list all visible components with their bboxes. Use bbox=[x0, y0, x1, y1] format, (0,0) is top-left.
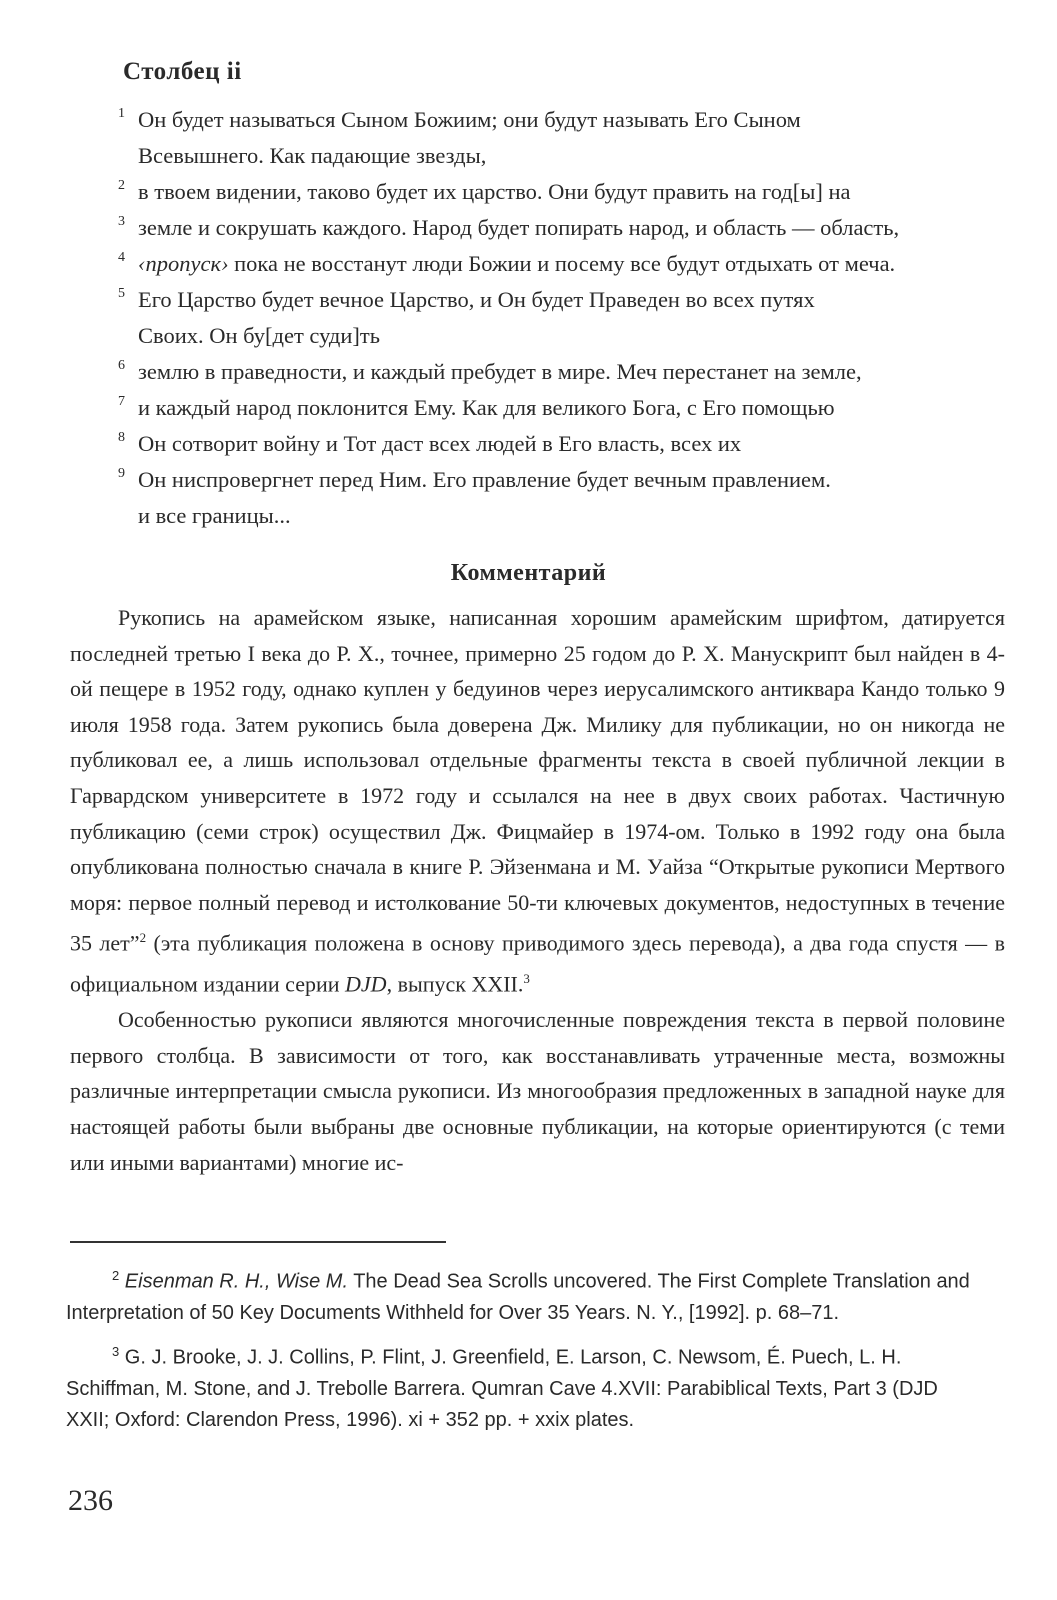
verse-line: земле и сокрушать каждого. Народ будет попирать народ, и область — область, bbox=[138, 215, 900, 240]
verse bbox=[118, 354, 998, 390]
commentary-heading: Комментарий bbox=[450, 560, 607, 586]
footnotes bbox=[66, 1260, 976, 1443]
verse bbox=[118, 426, 998, 462]
page-number: 236 bbox=[68, 1484, 113, 1517]
verse-line-continuation: и все границы... bbox=[138, 503, 291, 528]
verse bbox=[118, 210, 998, 246]
verse-number: 4 bbox=[118, 250, 125, 265]
verse-line: Он ниспровергнет перед Ним. Его правление будет вечным правлением. bbox=[138, 467, 831, 492]
verse-number: 1 bbox=[118, 106, 125, 121]
verse-line-text: пока не восстанут люди Божии и посему все будут отдыхать от меча. bbox=[228, 251, 896, 276]
footnote-text: The Dead Sea Scrolls uncovered. The First Complete Translation and Interpretation of 50 Key Documents Withheld for Over 35 Years. N. Y., [1992]. p. 68–71. bbox=[66, 1270, 970, 1325]
verse bbox=[118, 174, 998, 210]
commentary-body bbox=[70, 600, 1005, 1180]
verse-number: 9 bbox=[118, 466, 125, 481]
verse bbox=[118, 462, 998, 534]
verse-number: 8 bbox=[118, 430, 125, 445]
series-name: DJD bbox=[345, 971, 387, 997]
verse bbox=[118, 246, 998, 282]
footnote bbox=[66, 1260, 976, 1330]
verse-line: Его Царство будет вечное Царство, и Он будет Праведен во всех путях bbox=[138, 287, 815, 312]
lacuna-marker: ‹пропуск› bbox=[138, 251, 229, 276]
verse-number: 6 bbox=[118, 358, 125, 373]
verse-number: 7 bbox=[118, 394, 125, 409]
verse-number: 3 bbox=[118, 214, 125, 229]
verse-line-continuation: Своих. Он бу[дет суди]ть bbox=[138, 323, 381, 348]
verse-line: в твоем видении, таково будет их царство. Они будут править на год[ы] на bbox=[138, 179, 851, 204]
verse bbox=[118, 282, 998, 354]
verse-line: Он сотворит войну и Тот даст всех людей в Его власть, всех их bbox=[138, 431, 742, 456]
paragraph: Особенностью рукописи являются многочисленные повреждения текста в первой половине первого столбца. В зависимости от того, как восстанавливать утраченные места, возможны различные интерпретации смысла рукописи. Из многообразия предложенных в западной науке для настоящей работы были выбраны две основные публикации, на которые ориентируются (с теми или иными вариантами) многие ис- bbox=[70, 1007, 1005, 1175]
verse-line: Он будет называться Сыном Божиим; они будут называть Его Сыном bbox=[138, 107, 801, 132]
verse-line: и каждый народ поклонится Ему. Как для великого Бога, с Его помощью bbox=[138, 395, 835, 420]
footnote-ref[interactable]: 2 bbox=[139, 930, 147, 946]
paragraph-text: , выпуск XXII. bbox=[386, 971, 524, 997]
verse-line: землю в праведности, и каждый пребудет в мире. Меч перестанет на земле, bbox=[138, 359, 862, 384]
verse-number: 2 bbox=[118, 178, 125, 193]
verse-line bbox=[138, 246, 998, 282]
verse-list bbox=[118, 102, 998, 534]
paragraph-text: Рукопись на арамейском языке, написанная хорошим арамейским шрифтом, датируется последней третью I века до Р. Х., точнее, примерно 25 годом до Р. Х. Манускрипт был найден в 4-ой пещере в 1952 году, однако куплен у бедуинов через иерусалимского антиквара Кандо только 9 июля 1958 года. Затем рукопись была доверена Дж. Милику для публикации, но он никогда не публиковал ее, а лишь использовал отдельные фрагменты текста в своей публичной лекции в Гарвардском университете в 1972 году и ссылался на нее в двух своих работах. Частичную публикацию (семи строк) осуществил Дж. Фицмайер в 1974-ом. Только в 1992 году она была опубликована полностью сначала в книге Р. Эйзенмана и М. Уайза “Открытые рукописи Мертвого моря: первое полный перевод и истолкование 50-ти ключевых документов, недоступных в течение 35 лет” bbox=[70, 605, 1005, 956]
verse-line-continuation: Всевышнего. Как падающие звезды, bbox=[138, 143, 487, 168]
footnote-authors: Eisenman R. H., Wise M. bbox=[124, 1270, 348, 1293]
paragraph bbox=[70, 600, 1005, 1002]
paragraph-text: (эта публикация положена в основу приводимого здесь перевода), а два года спустя — в официальном издании серии bbox=[70, 930, 1006, 997]
footnote bbox=[66, 1336, 976, 1437]
footnote-mark: 3 bbox=[112, 1343, 120, 1359]
column-heading: Столбец ii bbox=[123, 58, 242, 85]
verse bbox=[118, 390, 998, 426]
verse-number: 5 bbox=[118, 286, 125, 301]
verse bbox=[118, 102, 998, 174]
footnote-mark: 2 bbox=[112, 1268, 120, 1283]
footnote-text: G. J. Brooke, J. J. Collins, P. Flint, J. Greenfield, E. Larson, C. Newsom, É. Puech, L. H. Schiffman, M. Stone, and J. Trebolle Barrera. Qumran Cave 4.XVII: Parabiblical Texts, Part 3 (DJD XXII; Oxford: Clarendon Press, 1996). xi + 352 pp. + xxix plates. bbox=[66, 1346, 938, 1432]
footnote-divider bbox=[70, 1241, 446, 1243]
footnote-ref[interactable]: 3 bbox=[523, 971, 530, 987]
